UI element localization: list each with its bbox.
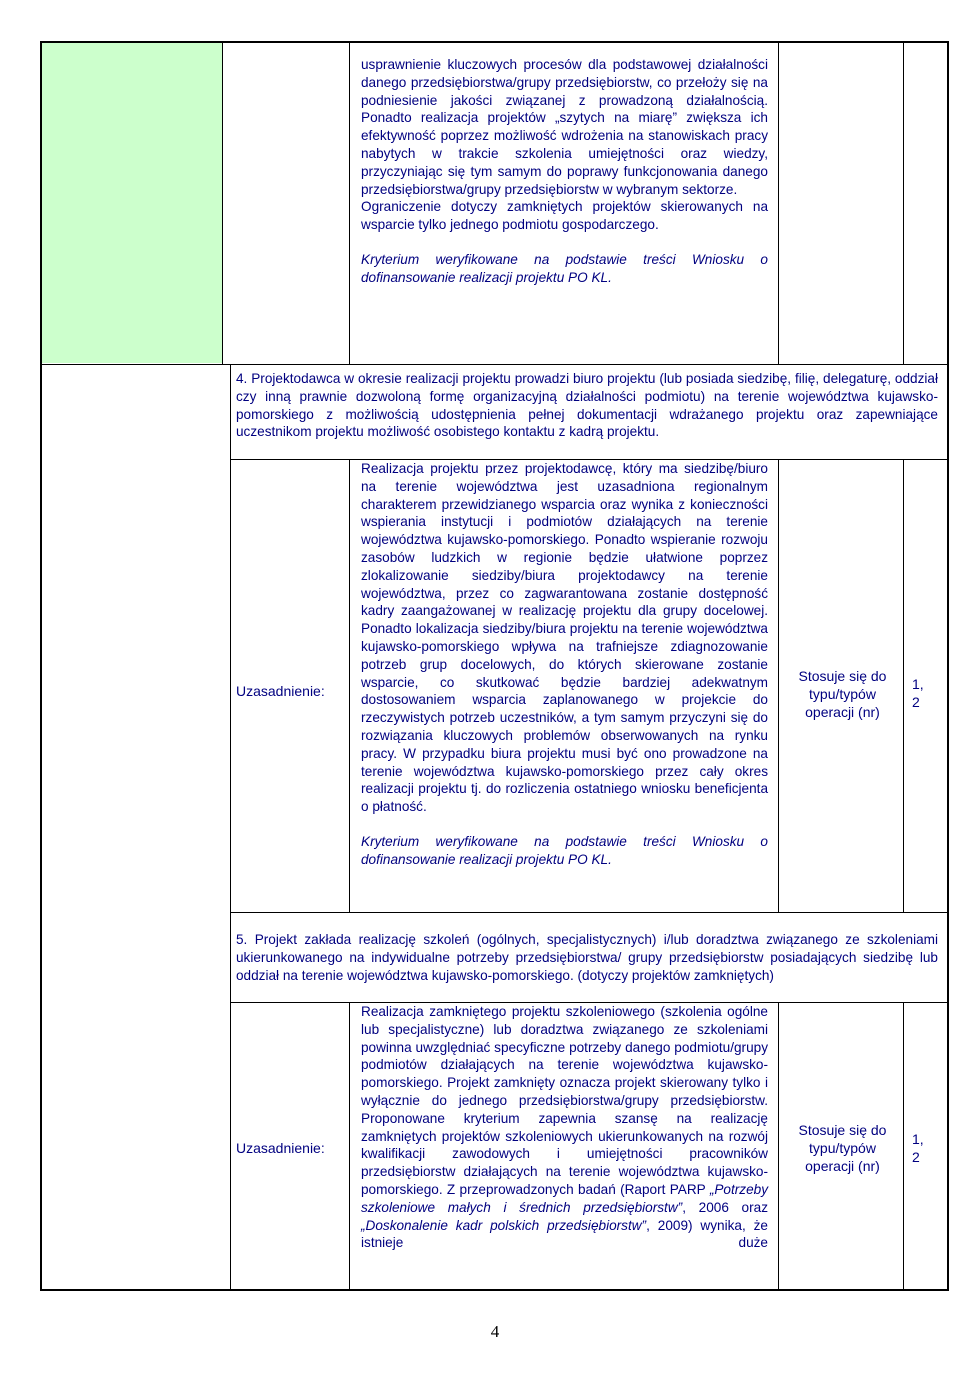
row-divider	[230, 912, 947, 913]
page-number: 4	[490, 1322, 500, 1341]
column-divider	[349, 1002, 350, 1290]
citation-2: „Doskonalenie kadr polskich przedsiębiorstw”	[361, 1217, 647, 1233]
justification-label: Uzasadnienie:	[236, 1140, 325, 1156]
justification-text-end: , 2009) wynika, że istnieje duże	[361, 1217, 768, 1251]
column-divider	[230, 912, 231, 1290]
column-divider	[778, 43, 779, 364]
column-divider	[349, 43, 350, 364]
justification-text-cont: , 2006 oraz	[682, 1199, 768, 1215]
justification-label: Uzasadnienie:	[236, 683, 325, 699]
top-paragraph-1: usprawnienie kluczowych procesów dla podstawowej działalności danego przedsiębiorstwa/grupy przedsiębiorstw, co przełoży się na podniesienie jakości związanej z prowadzoną działalnością. Ponadto realizacja projektów „szytych na miarę” zwiększa ich efektywność poprzez możliwość wdrożenia na stanowiskach pracy nabytych w trakcie szkolenia umiejętności oraz wiedzy, przyczyniając się tym samym do poprawy funkcjonowania danego przedsiębiorstwa/grupy przedsiębiorstw w wybranym sektorze.	[361, 57, 768, 197]
criterion-4-number: 4.	[236, 371, 248, 386]
column-divider	[903, 1002, 904, 1290]
criterion-4-verification: Kryterium weryfikowane na podstawie treści Wniosku o dofinansowanie realizacji projektu PO KL.	[361, 833, 768, 867]
criterion-5-operation-numbers: 1, 2	[912, 1131, 924, 1165]
top-verification: Kryterium weryfikowane na podstawie treści Wniosku o dofinansowanie realizacji projektu PO KL.	[361, 251, 768, 285]
column-divider	[778, 1002, 779, 1290]
criterion-5-number: 5.	[236, 932, 248, 947]
criterion-5-text: Projekt zakłada realizację szkoleń (ogólnych, specjalistycznych) i/lub doradztwa związanego ze szkoleniami ukierunkowanego na indywidualne potrzeby przedsiębiorstwa/ grupy przedsiębiorstw posiadających siedzibę lub oddział na terenie województwa kujawsko-pomorskiego. (dotyczy projektów zamkniętych)	[236, 932, 938, 983]
column-divider	[230, 459, 231, 912]
column-divider	[778, 459, 779, 912]
criterion-4-title	[236, 370, 938, 441]
column-divider	[903, 43, 904, 364]
criterion-4-justification	[361, 460, 768, 869]
criterion-4-text: Projektodawca w okresie realizacji projektu prowadzi biuro projektu (lub posiada siedzibę, filię, delegaturę, oddział czy inną prawnie dozwoloną formę organizacyjną działalności podmiotu) na terenie województwa kujawsko-pomorskiego z możliwością udostępnienia pełnej dokumentacji wdrażanego projektu oraz zapewniające uczestnikom projektu możliwość osobistego kontaktu z kadrą projektu.	[236, 371, 938, 440]
criterion-4-justification-text: Realizacja projektu przez projektodawcę, który ma siedzibę/biuro na terenie województwa jest uzasadniona regionalnym charakterem przewidzianego wsparcia oraz wynika z konieczności wspierania instytucji i podmiotów działających na terenie województwa kujawsko-pomorskiego. Ponadto wspieranie rozwoju zasobów ludzkich w regionie będzie ułatwione poprzez zlokalizowanie siedziby/biura projektodawcy na terenie województwa, przez co zagwarantowana zostanie dostępność kadry zaangażowanej w realizację projektu dla grupy docelowej. Ponadto lokalizacja siedziby/biura projektu na terenie województwa kujawsko-pomorskiego wpływa na trafniejsze zdiagnozowanie potrzeb grup docelowych, do których skierowane zostanie wsparcie, co skutkować będzie bardziej adekwatnym dostosowaniem wsparcia zaplanowanego w projekcie do rzeczywistych potrzeb uczestników, a tym samym przyczyni się do rozwiązania kluczowych problemów obserwowanych na rynku pracy. W przypadku biura projektu musi być ono prowadzone na terenie województwa kujawsko-pomorskiego przez cały okres realizacji projektu tj. do rozliczenia ostatniego wniosku beneficjenta o płatność.	[361, 461, 768, 815]
column-divider	[349, 459, 350, 912]
criterion-5-justification	[361, 1003, 768, 1252]
column-divider	[222, 43, 223, 364]
criterion-5-applies-to: Stosuje się do typu/typów operacji (nr)	[798, 1122, 887, 1174]
criterion-5-title	[236, 931, 938, 984]
criterion-4-applies-to: Stosuje się do typu/typów operacji (nr)	[798, 668, 887, 720]
column-divider	[230, 365, 231, 460]
column-divider	[903, 459, 904, 912]
criterion-5-justification-text: Realizacja zamkniętego projektu szkoleniowego (szkolenia ogólne lub specjalistyczne) lub doradztwa związanego ze szkoleniami powinna uwzględniać specyficzne potrzeby danego podmiotu/grupy podmiotów działających na terenie województwa kujawsko-pomorskiego. Projekt zamknięty oznacza projekt skierowany tylko i wyłącznie do jednego przedsiębiorstwa/grupy przedsiębiorstw. Proponowane kryterium zapewnia szansę na realizację zamkniętych projektów szkoleniowych ukierunkowanych na rozwój kwalifikacji zawodowych i umiejętności pracowników przedsiębiorstw działających na terenie województwa kujawsko-pomorskiego. Z przeprowadzonych badań (Raport PARP	[361, 1004, 768, 1197]
top-paragraph-2: Ograniczenie dotyczy zamkniętych projektów skierowanych na wsparcie tylko jednego podmiotu gospodarczego.	[361, 199, 768, 233]
citation-1: „Potrzeby szkoleniowe małych i średnich przedsiębiorstw”	[361, 1181, 768, 1215]
top-justification	[361, 56, 768, 287]
criterion-4-operation-numbers: 1, 2	[912, 676, 924, 710]
green-header-cell	[42, 43, 222, 363]
row-divider	[42, 364, 947, 365]
